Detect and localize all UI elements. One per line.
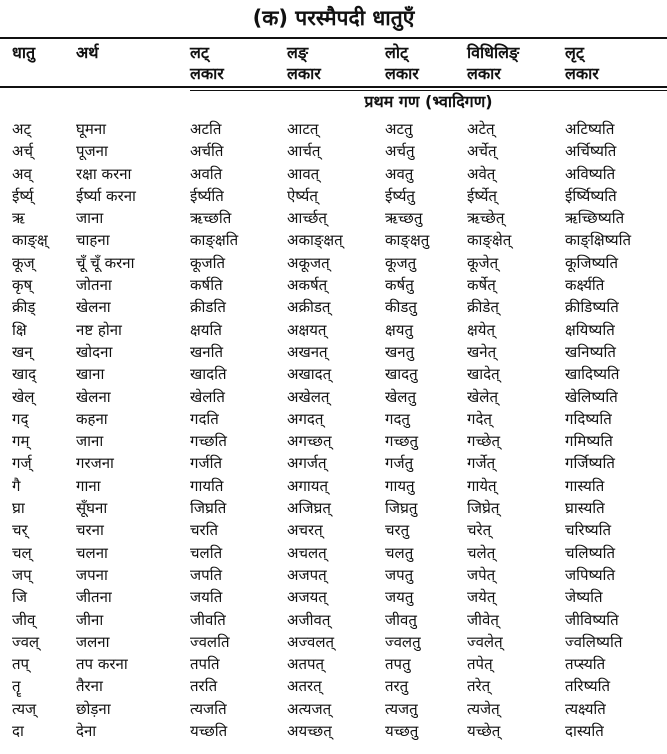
- lang-cell: अतरत्: [287, 677, 322, 696]
- lat-cell: जपति: [190, 565, 223, 584]
- header-lang: [287, 42, 321, 84]
- lang-cell: अकूजत्: [287, 253, 330, 272]
- lang-cell: अतपत्: [287, 655, 325, 674]
- lot-cell: चरतु: [385, 521, 410, 540]
- vidhiling-cell: कूजेत्: [467, 253, 499, 272]
- lot-cell: तपतु: [385, 655, 411, 674]
- lot-cell: क्षयतु: [385, 320, 414, 339]
- table-row: [0, 452, 667, 474]
- table-row: [0, 653, 667, 675]
- vidhiling-cell: गायेत्: [467, 476, 497, 495]
- artha-cell: खोदना: [76, 342, 113, 361]
- lat-cell: अटति: [190, 120, 222, 138]
- table-row: [0, 296, 667, 318]
- lat-cell: खेलति: [190, 387, 225, 406]
- dhatu-cell: कृष्: [12, 276, 33, 295]
- artha-cell: जीना: [76, 610, 104, 629]
- vidhiling-cell: क्षयेत्: [467, 320, 496, 339]
- lang-cell: अक्रीडत्: [287, 298, 331, 317]
- dhatu-cell: अर्च्: [12, 142, 33, 161]
- artha-cell: गाना: [76, 476, 101, 495]
- lrt-cell: तप्स्यति: [565, 655, 606, 674]
- artha-cell: जीतना: [76, 588, 112, 607]
- lrt-cell: अर्चिष्यति: [565, 142, 617, 161]
- vidhiling-cell: कर्षेत्: [467, 276, 496, 295]
- lot-cell: जिघ्रतु: [385, 499, 418, 518]
- lang-cell: आवत्: [287, 164, 320, 183]
- lang-cell: अगच्छत्: [287, 432, 332, 451]
- header-vidhiling-line2: लकार: [467, 64, 501, 83]
- lang-cell: अखेलत्: [287, 387, 330, 406]
- artha-cell: चाहना: [76, 231, 110, 250]
- header-vidhiling: [467, 42, 519, 84]
- vidhiling-cell: गच्छेत्: [467, 432, 501, 451]
- lrt-cell: खनिष्यति: [565, 342, 616, 361]
- vidhiling-cell: चलेत्: [467, 543, 496, 562]
- table-row: [0, 319, 667, 341]
- table-row: [0, 631, 667, 653]
- lrt-cell: खेलिष्यति: [565, 387, 618, 406]
- dhatu-cell: चर्: [12, 521, 28, 540]
- lrt-cell: त्यक्ष्यति: [565, 699, 606, 718]
- vidhiling-cell: यच्छेत्: [467, 722, 501, 741]
- lang-cell: अगर्जत्: [287, 454, 327, 473]
- lot-cell: खादतु: [385, 365, 418, 384]
- header-lrt: [565, 42, 599, 84]
- lat-cell: खादति: [190, 365, 227, 384]
- lat-cell: क्रीडति: [190, 298, 226, 317]
- artha-cell: खेलना: [76, 387, 111, 406]
- lat-cell: जयति: [190, 588, 223, 607]
- table-row: [0, 698, 667, 720]
- dhatu-cell: काङ्क्ष्: [12, 231, 48, 250]
- dhatu-cell: खन्: [12, 342, 33, 361]
- header-dhatu: [12, 42, 35, 63]
- table-row: [0, 386, 667, 408]
- vidhiling-cell: ज्वलेत्: [467, 632, 503, 651]
- dhatu-cell: तप्: [12, 655, 30, 674]
- dhatu-cell: ईर्ष्य्: [12, 186, 34, 205]
- lrt-cell: गदिष्यति: [565, 409, 612, 428]
- vidhiling-cell: तरेत्: [467, 677, 491, 696]
- lat-cell: अवति: [190, 164, 223, 183]
- artha-cell: गरजना: [76, 454, 114, 473]
- lrt-cell: क्रीडिष्यति: [565, 298, 619, 317]
- lang-cell: आर्च्छत्: [287, 209, 327, 228]
- lot-cell: खेलतु: [385, 387, 416, 406]
- table-row: [0, 497, 667, 519]
- artha-cell: पूजना: [76, 142, 108, 161]
- lrt-cell: ऋच्छिष्यति: [565, 209, 625, 228]
- lat-cell: तरति: [190, 677, 218, 696]
- lot-cell: ज्वलतु: [385, 632, 421, 651]
- lot-cell: जपतु: [385, 565, 414, 584]
- lrt-cell: अविष्यति: [565, 164, 616, 183]
- lrt-cell: गमिष्यति: [565, 432, 613, 451]
- table-row: [0, 720, 667, 742]
- vidhiling-cell: गदेत्: [467, 409, 492, 428]
- dhatu-cell: ऋ: [12, 209, 25, 228]
- vidhiling-cell: खनेत्: [467, 342, 497, 361]
- dhatu-cell: गर्ज्: [12, 454, 32, 473]
- lat-cell: चरति: [190, 521, 219, 540]
- lrt-cell: चरिष्यति: [565, 521, 612, 540]
- lrt-cell: क्षयिष्यति: [565, 320, 615, 339]
- lat-cell: कर्षति: [190, 276, 223, 295]
- table-row: [0, 609, 667, 631]
- table-row: [0, 408, 667, 430]
- dhatu-cell: तॄ: [12, 677, 21, 696]
- lang-cell: अत्यजत्: [287, 699, 332, 718]
- artha-cell: नष्ट होना: [76, 320, 122, 339]
- lrt-cell: ईर्ष्यिष्यति: [565, 186, 617, 205]
- lot-cell: गच्छतु: [385, 432, 419, 451]
- lrt-cell: दास्यति: [565, 722, 604, 741]
- table-body: [0, 118, 667, 742]
- table-row: [0, 229, 667, 251]
- artha-cell: तप करना: [76, 655, 128, 674]
- lrt-cell: जपिष्यति: [565, 565, 615, 584]
- header-lot-line1: लोट्: [385, 43, 409, 62]
- lot-cell: ईर्ष्यतु: [385, 186, 415, 205]
- artha-cell: जाना: [76, 432, 104, 451]
- lot-cell: चलतु: [385, 543, 414, 562]
- lang-cell: अजीवत्: [287, 610, 331, 629]
- header-bottom-rule: [0, 86, 667, 88]
- vidhiling-cell: क्रीडेत्: [467, 298, 499, 317]
- lot-cell: कीडतु: [385, 298, 417, 317]
- lang-cell: अखादत्: [287, 365, 332, 384]
- header-artha: [76, 42, 98, 63]
- lang-cell: अगदत्: [287, 409, 324, 428]
- lat-cell: काङ्क्षति: [190, 231, 239, 250]
- lang-cell: आटत्: [287, 120, 319, 138]
- lrt-cell: चलिष्यति: [565, 543, 616, 562]
- artha-cell: चरना: [76, 521, 104, 540]
- lat-cell: जिघ्रति: [190, 499, 227, 518]
- artha-cell: कहना: [76, 409, 108, 428]
- table-row: [0, 475, 667, 497]
- lang-cell: अकर्षत्: [287, 276, 328, 295]
- lot-cell: गायतु: [385, 476, 415, 495]
- vidhiling-cell: गर्जेत्: [467, 454, 496, 473]
- dhatu-cell: खाद्: [12, 365, 37, 384]
- dhatu-cell: अट्: [12, 120, 32, 138]
- lrt-cell: गास्यति: [565, 476, 605, 495]
- lot-cell: यच्छतु: [385, 722, 419, 741]
- artha-cell: ईर्ष्या करना: [76, 186, 136, 205]
- dhatu-cell: घ्रा: [12, 499, 25, 518]
- lot-cell: कर्षतु: [385, 276, 414, 295]
- header-lrt-line1: लृट्: [565, 43, 584, 62]
- table-row: [0, 586, 667, 608]
- gana-heading: प्रथम गण (भ्वादिगण): [364, 92, 493, 111]
- dhatu-cell: जप्: [12, 565, 32, 584]
- dhatu-cell: ज्वल्: [12, 632, 40, 651]
- lat-cell: गच्छति: [190, 432, 227, 451]
- header-top-rule: [0, 37, 667, 39]
- vidhiling-cell: त्यजेत्: [467, 699, 500, 718]
- dhatu-cell: खेल्: [12, 387, 35, 406]
- vidhiling-cell: खेलेत्: [467, 387, 498, 406]
- lrt-cell: कर्क्ष्यति: [565, 276, 605, 295]
- artha-cell: चूँ चूँ करना: [76, 253, 135, 272]
- lang-cell: अक्षयत्: [287, 320, 327, 339]
- lat-cell: गदति: [190, 409, 219, 428]
- dhatu-cell: जीव्: [12, 610, 36, 629]
- header-artha-line1: अर्थ: [76, 43, 99, 62]
- artha-cell: चलना: [76, 543, 108, 562]
- lrt-cell: काङ्क्षिष्यति: [565, 231, 632, 250]
- artha-cell: घूमना: [76, 120, 107, 138]
- dhatu-cell: गै: [12, 476, 21, 495]
- lat-cell: गायति: [190, 476, 224, 495]
- lang-cell: अजिघ्रत्: [287, 499, 331, 518]
- lat-cell: कूजति: [190, 253, 226, 272]
- lrt-cell: तरिष्यति: [565, 677, 611, 696]
- lrt-cell: घ्रास्यति: [565, 499, 605, 518]
- artha-cell: जोतना: [76, 276, 112, 295]
- dhatu-cell: दा: [12, 722, 24, 741]
- lang-cell: अयच्छत्: [287, 722, 332, 741]
- lang-cell: ऐर्ष्यत्: [287, 186, 318, 205]
- header-lat-line1: लट्: [190, 43, 209, 62]
- lat-cell: त्यजति: [190, 699, 227, 718]
- lat-cell: ज्वलति: [190, 632, 230, 651]
- header-lrt-line2: लकार: [565, 64, 599, 83]
- lang-cell: अकाङ्क्षत्: [287, 231, 343, 250]
- lrt-cell: जेष्यति: [565, 588, 603, 607]
- lat-cell: खनति: [190, 342, 224, 361]
- dhatu-cell: त्यज्: [12, 699, 37, 718]
- dhatu-cell: गद्: [12, 409, 29, 428]
- dhatu-cell: क्रीड्: [12, 298, 36, 317]
- lrt-cell: खादिष्यति: [565, 365, 620, 384]
- lat-cell: तपति: [190, 655, 220, 674]
- table-row: [0, 140, 667, 162]
- table-row: [0, 564, 667, 586]
- vidhiling-cell: ईर्ष्येत्: [467, 186, 497, 205]
- page-title: (क) परस्मैपदी धातुएँ: [252, 6, 415, 30]
- header-lat: [190, 42, 224, 84]
- vidhiling-cell: अर्चेत्: [467, 142, 497, 161]
- lot-cell: अटतु: [385, 120, 413, 138]
- vidhiling-cell: जिघ्रेत्: [467, 499, 500, 518]
- lang-cell: अज्वलत्: [287, 632, 335, 651]
- artha-cell: जपना: [76, 565, 108, 584]
- lrt-cell: कूजिष्यति: [565, 253, 618, 272]
- table-header-row: [0, 42, 667, 86]
- artha-cell: रक्षा करना: [76, 164, 132, 183]
- vidhiling-cell: जीवेत्: [467, 610, 499, 629]
- artha-cell: जलना: [76, 632, 110, 651]
- lat-cell: अर्चति: [190, 142, 224, 161]
- table-row: [0, 207, 667, 229]
- lot-cell: जीवतु: [385, 610, 417, 629]
- artha-cell: तैरना: [76, 677, 103, 696]
- dhatu-cell: कूज्: [12, 253, 35, 272]
- lat-cell: जीवति: [190, 610, 226, 629]
- lat-cell: चलति: [190, 543, 223, 562]
- vidhiling-cell: अवेत्: [467, 164, 496, 183]
- artha-cell: जाना: [76, 209, 104, 228]
- lot-cell: जयतु: [385, 588, 414, 607]
- dhatu-cell: गम्: [12, 432, 30, 451]
- vidhiling-cell: खादेत्: [467, 365, 500, 384]
- lang-cell: अगायत्: [287, 476, 329, 495]
- artha-cell: देना: [76, 722, 97, 741]
- lat-cell: क्षयति: [190, 320, 222, 339]
- header-lot: [385, 42, 419, 84]
- header-lang-line1: लङ्: [287, 43, 309, 62]
- lang-cell: अचलत्: [287, 543, 327, 562]
- artha-cell: खाना: [76, 365, 105, 384]
- table-row: [0, 274, 667, 296]
- lat-cell: ऋच्छति: [190, 209, 232, 228]
- vidhiling-cell: तपेत्: [467, 655, 493, 674]
- table-row: [0, 252, 667, 274]
- header-vidhiling-line1: विधिलिङ्: [467, 43, 520, 62]
- dhatu-cell: अव्: [12, 164, 32, 183]
- header-lang-line2: लकार: [287, 64, 321, 83]
- lot-cell: तरतु: [385, 677, 409, 696]
- header-lat-line2: लकार: [190, 64, 224, 83]
- lot-cell: अवतु: [385, 164, 414, 183]
- lang-cell: अजयत्: [287, 588, 327, 607]
- dhatu-cell: क्षि: [12, 320, 27, 339]
- dhatu-cell: जि: [12, 588, 28, 607]
- table-row: [0, 185, 667, 207]
- lrt-cell: ज्वलिष्यति: [565, 632, 623, 651]
- artha-cell: छोड़ना: [76, 699, 111, 718]
- lat-cell: यच्छति: [190, 722, 228, 741]
- header-lot-line2: लकार: [385, 64, 419, 83]
- lang-cell: अखनत्: [287, 342, 328, 361]
- vidhiling-cell: अटेत्: [467, 120, 495, 138]
- lot-cell: काङ्क्षतु: [385, 231, 430, 250]
- lang-cell: अजपत्: [287, 565, 327, 584]
- vidhiling-cell: जयेत्: [467, 588, 496, 607]
- lat-cell: ईर्ष्यति: [190, 186, 224, 205]
- vidhiling-cell: काङ्क्षेत्: [467, 231, 512, 250]
- table-row: [0, 363, 667, 385]
- header-dhatu-line1: धातु: [12, 43, 36, 62]
- lot-cell: गदतु: [385, 409, 410, 428]
- lat-cell: गर्जति: [190, 454, 223, 473]
- lang-cell: अचरत्: [287, 521, 323, 540]
- dhatu-cell: चल्: [12, 543, 32, 562]
- lot-cell: त्यजतु: [385, 699, 418, 718]
- table-row: [0, 519, 667, 541]
- table-row: [0, 675, 667, 697]
- artha-cell: सूँघना: [76, 499, 108, 518]
- lang-cell: आर्चत्: [287, 142, 321, 161]
- lot-cell: गर्जतु: [385, 454, 414, 473]
- vidhiling-cell: ऋच्छेत्: [467, 209, 505, 228]
- table-row: [0, 542, 667, 564]
- lot-cell: अर्चतु: [385, 142, 415, 161]
- artha-cell: खेलना: [76, 298, 111, 317]
- lot-cell: कूजतु: [385, 253, 417, 272]
- lot-cell: ऋच्छतु: [385, 209, 423, 228]
- table-row: [0, 118, 667, 140]
- vidhiling-cell: चरेत्: [467, 521, 492, 540]
- lrt-cell: जीविष्यति: [565, 610, 619, 629]
- table-row: [0, 341, 667, 363]
- lrt-cell: अटिष्यति: [565, 120, 615, 138]
- lrt-cell: गर्जिष्यति: [565, 454, 615, 473]
- table-row: [0, 163, 667, 185]
- vidhiling-cell: जपेत्: [467, 565, 496, 584]
- lot-cell: खनतु: [385, 342, 415, 361]
- table-row: [0, 430, 667, 452]
